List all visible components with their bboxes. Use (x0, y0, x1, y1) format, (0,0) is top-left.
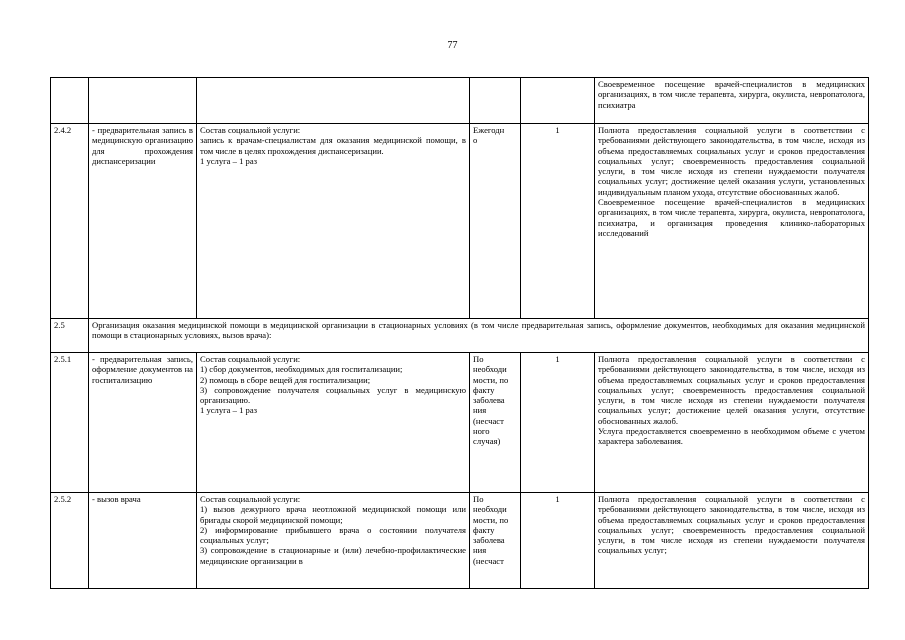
period-line: факту (473, 524, 495, 535)
cell-name: - предварительная запись, оформление документов на госпитализацию (89, 353, 197, 493)
content-line: 2) помощь в сборе вещей для госпитализации; (200, 374, 371, 385)
cell-volume: 1 (521, 353, 595, 493)
period-line: факту (473, 384, 495, 395)
table-row (51, 353, 869, 493)
period-line: заболева (473, 395, 505, 406)
cell-name: - предварительная запись в медицинскую организацию для прохождения диспансеризации (89, 124, 197, 319)
cell-period (470, 493, 521, 589)
cell-quality (595, 78, 869, 124)
services-table (50, 77, 869, 589)
cell-quality (595, 353, 869, 493)
cell-num (51, 78, 89, 124)
cell-name (89, 78, 197, 124)
content-line: 1) сбор документов, необходимых для госпитализации; (200, 364, 403, 375)
content-line: 3) сопровождение получателя социальных услуг в медицинскую организацию. (200, 384, 466, 406)
cell-num: 2.5 (51, 319, 89, 353)
cell-period (470, 353, 521, 493)
table-row (51, 493, 869, 589)
content-line: 3) сопровождение в стационарные и (или) лечебно-профилактические медицинские организации в (200, 545, 466, 566)
table-row (51, 124, 869, 319)
period-line: ния (473, 405, 487, 416)
content-line: 1) вызов дежурного врача неотложной медицинской помощи или бригады скорой медицинской помощи; (200, 504, 466, 525)
content-line: Состав социальной услуги: (200, 354, 301, 364)
cell-name: - вызов врача (89, 493, 197, 589)
cell-content (197, 493, 470, 589)
quality-text: Услуга предоставляется своевременно в необходимом объеме с учетом характера заболевания. (598, 426, 865, 447)
cell-period (470, 78, 521, 124)
period-line: По (473, 494, 484, 504)
section-row (51, 319, 869, 353)
period-line: случая) (473, 436, 501, 447)
section-title: Организация оказания медицинской помощи в медицинской организации в стационарных условиях (в том числе предварительная запись, оформление документов, необходимых для оказания медицинской помощи в стационарных условиях, вызов врача): (89, 319, 869, 353)
period-line: ния (473, 545, 487, 556)
cell-volume: 1 (521, 493, 595, 589)
period-line: необходи (473, 364, 507, 375)
content-line: Состав социальной услуги: (200, 494, 301, 504)
cell-content (197, 353, 470, 493)
quality-text: Своевременное посещение врачей-специалистов в медицинских организациях, в том числе терапевта, хирурга, окулиста, невропатолога, психиатра (598, 79, 865, 110)
content-line: 2) информирование прибывшего врача о состоянии получателя социальных услуг; (200, 524, 466, 546)
period-line: По (473, 354, 484, 364)
period-line: (несчаст (473, 415, 504, 426)
page-number: 77 (447, 40, 458, 51)
cell-period (470, 124, 521, 319)
quality-text: Полнота предоставления социальной услуги в соответствии с требованиями действующего законодательства, в том числе, исходя из объема предоставляемых социальных услуг и сроков предоставления социальных услуг; своевременность предоставления социальной услуги, в том числе исходя из степени нуждаемости получателя социальных услуг; достижение целей оказания услуги, установленных индивидуальным планом ухода, отсутствие обоснованных жалоб. (598, 125, 865, 197)
content-line: Состав социальной услуги: (200, 125, 301, 135)
cell-volume: 1 (521, 124, 595, 319)
content-line: запись к врачам-специалистам для оказания медицинской помощи, в том числе в целях прохождения диспансеризации. (200, 135, 466, 156)
table-row (51, 78, 869, 124)
content-line: 1 услуга – 1 раз (200, 405, 258, 416)
quality-text: Своевременное посещение врачей-специалистов в медицинских организациях, в том числе терапевта, хирурга, окулиста, невропатолога, психиатра, и организация проведения клинико-лабораторных исследований (598, 197, 865, 238)
cell-content (197, 124, 470, 319)
period-line: о (473, 135, 478, 146)
period-line: (несчаст (473, 555, 504, 566)
period-line: ного (473, 426, 490, 437)
cell-quality (595, 493, 869, 589)
period-line: необходи (473, 504, 507, 515)
cell-volume (521, 78, 595, 124)
cell-num: 2.4.2 (51, 124, 89, 319)
cell-content (197, 78, 470, 124)
cell-num: 2.5.2 (51, 493, 89, 589)
period-line: Ежегодн (473, 125, 505, 135)
period-line: заболева (473, 535, 505, 546)
period-line: мости, по (473, 514, 509, 525)
period-line: мости, по (473, 374, 509, 385)
quality-text: Полнота предоставления социальной услуги в соответствии с требованиями действующего законодательства, в том числе, исходя из объема предоставляемых социальных услуг и сроков предоставления социальных услуг; своевременность предоставления социальной услуги, в том числе исходя из степени нуждаемости получателя социальных услуг; достижение целей оказания услуги, отсутствие обоснованных жалоб. (598, 354, 865, 426)
cell-quality (595, 124, 869, 319)
quality-text: Полнота предоставления социальной услуги в соответствии с требованиями действующего законодательства, в том числе, исходя из объема предоставляемых социальных услуг и сроков предоставления социальных услуг; своевременность предоставления социальной услуги, в том числе исходя из степени нуждаемости получателя социальных услуг; (598, 494, 865, 556)
content-line: 1 услуга – 1 раз (200, 155, 258, 166)
cell-num: 2.5.1 (51, 353, 89, 493)
